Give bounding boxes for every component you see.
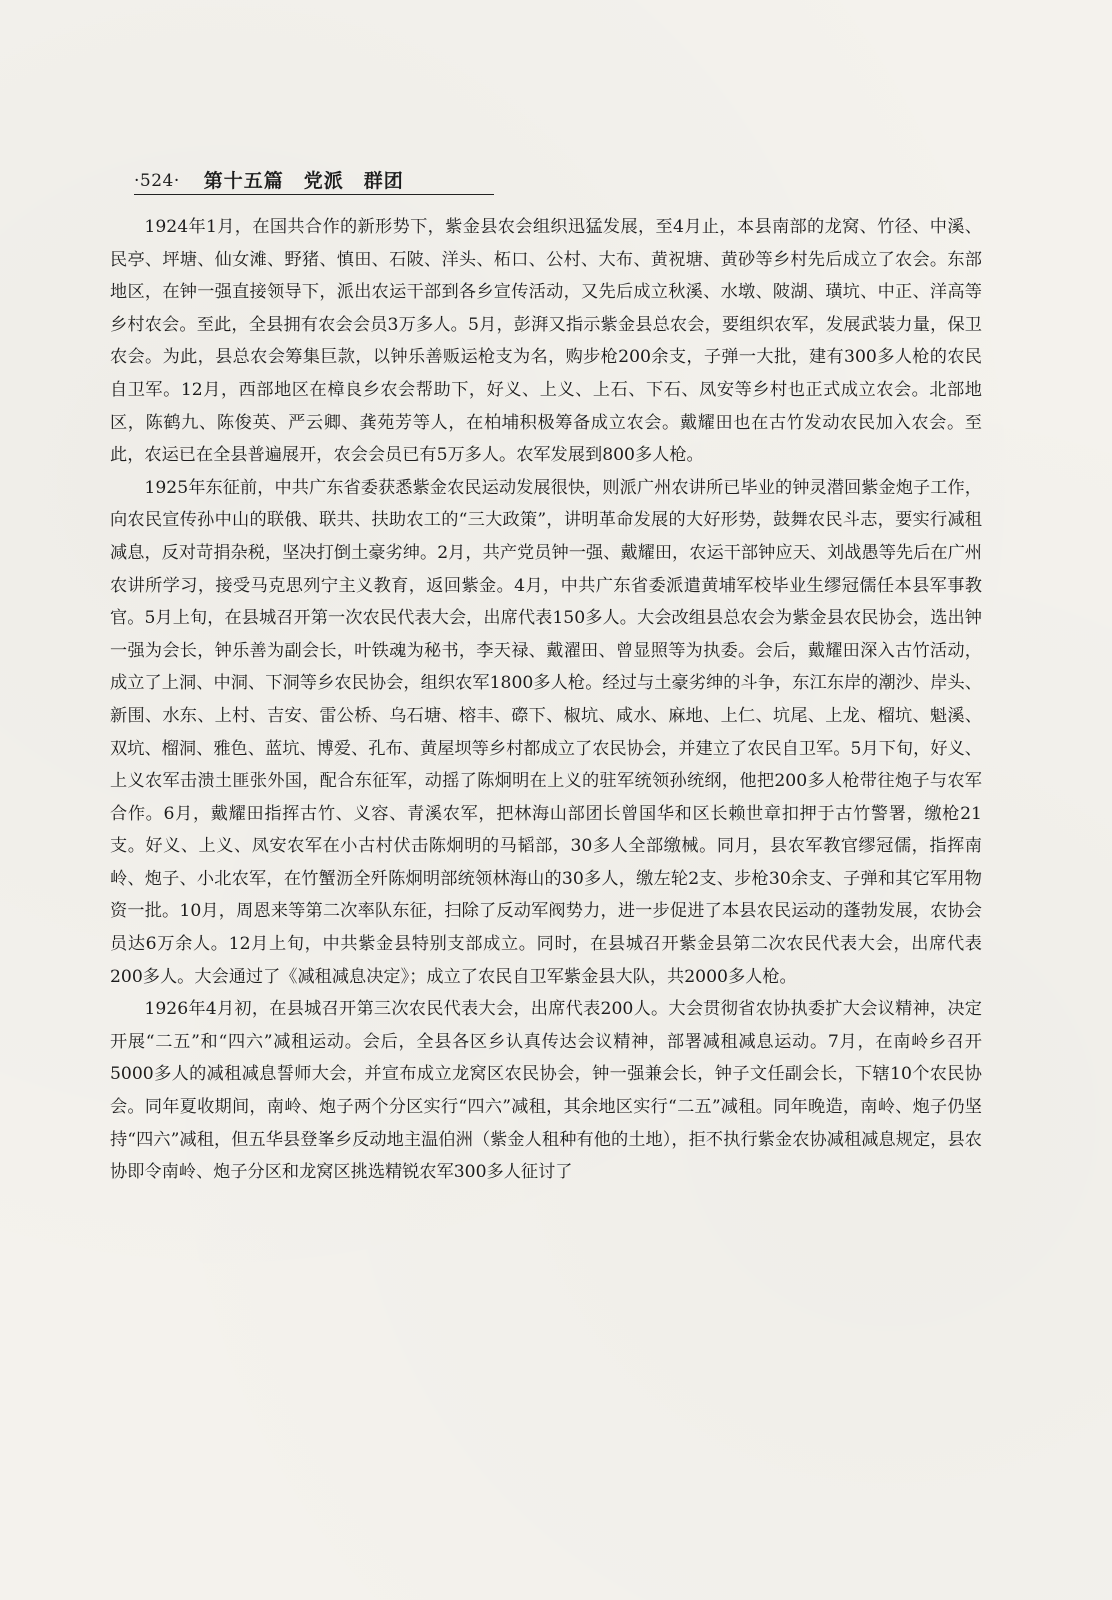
paragraph-1926: 1926年4月初，在县城召开第三次农民代表大会，出席代表200人。大会贯彻省农协执委扩大会议精神，决定开展“二五”和“四六”减租运动。会后，全县各区乡认真传达会议精神，部署减租减息运动。7月，在南岭乡召开5000多人的减租减息誓师大会，并宣布成立龙窝区农民协会，钟一强兼会长，钟子文任副会长，下辖10个农民协会。同年夏收期间，南岭、炮子两个分区实行“四六”减租，其余地区实行“二五”减租。同年晚造，南岭、炮子仍坚持“四六”减租，但五华县登峯乡反动地主温伯洲（紫金人租种有他的土地），拒不执行紫金农协减租减息规定，县农协即令南岭、炮子分区和龙窝区挑选精锐农军300多人征讨了	[110, 999, 982, 1183]
paragraph-1925: 1925年东征前，中共广东省委获悉紫金农民运动发展很快，则派广州农讲所已毕业的钟灵潜回紫金炮子工作，向农民宣传孙中山的联俄、联共、扶助农工的“三大政策”，讲明革命发展的大好形势，鼓舞农民斗志，要实行减租减息，反对苛捐杂税，坚决打倒土豪劣绅。2月，共产党员钟一强、戴耀田，农运干部钟应天、刘战愚等先后在广州农讲所学习，接受马克思列宁主义教育，返回紫金。4月，中共广东省委派遣黄埔军校毕业生缪冠儒任本县军事教官。5月上旬，在县城召开第一次农民代表大会，出席代表150多人。大会改组县总农会为紫金县农民协会，选出钟一强为会长，钟乐善为副会长，叶铁魂为秘书，李天禄、戴濯田、曾显照等为执委。会后，戴耀田深入古竹活动，成立了上洞、中洞、下洞等乡农民协会，组织农军1800多人枪。经过与土豪劣绅的斗争，东江东岸的潮沙、岸头、新围、水东、上村、吉安、雷公桥、乌石塘、榕丰、磜下、椒坑、咸水、麻地、上仁、坑尾、上龙、榴坑、魁溪、双坑、榴洞、雅色、蓝坑、博爱、孔布、黄屋坝等乡村都成立了农民协会，并建立了农民自卫军。5月下旬，好义、上义农军击溃土匪张外国，配合东征军，动摇了陈炯明在上义的驻军统领孙统纲，他把200多人枪带往炮子与农军合作。6月，戴耀田指挥古竹、义容、青溪农军，把林海山部团长曾国华和区长赖世章扣押于古竹警署，缴枪21支。好义、上义、凤安农军在小古村伏击陈炯明的马韬部，30多人全部缴械。同月，县农军教官缪冠儒，指挥南岭、炮子、小北农军，在竹蟹沥全歼陈炯明部统领林海山的30多人，缴左轮2支、步枪30余支、子弹和其它军用物资一批。10月，周恩来等第二次率队东征，扫除了反动军阀势力，进一步促进了本县农民运动的蓬勃发展，农协会员达6万余人。12月上旬，中共紫金县特别支部成立。同时，在县城召开紫金县第二次农民代表大会，出席代表200多人。大会通过了《减租减息决定》；成立了农民自卫军紫金县大队，共2000多人枪。	[110, 477, 982, 987]
body-text	[110, 211, 982, 1189]
header-rule	[134, 194, 494, 195]
paragraph-1924: 1924年1月，在国共合作的新形势下，紫金县农会组织迅猛发展，至4月止，本县南部的龙窝、竹径、中溪、民亭、坪塘、仙女滩、野猪、慎田、石陂、洋头、柘口、公村、大布、黄祝塘、黄砂等乡村先后成立了农会。东部地区，在钟一强直接领导下，派出农运干部到各乡宣传活动，又先后成立秋溪、水墩、陂湖、璜坑、中正、洋高等乡村农会。至此，全县拥有农会会员3万多人。5月，彭湃又指示紫金县总农会，要组织农军，发展武装力量，保卫农会。为此，县总农会筹集巨款，以钟乐善贩运枪支为名，购步枪200余支，子弹一大批，建有300多人枪的农民自卫军。12月，西部地区在樟良乡农会帮助下，好义、上义、上石、下石、凤安等乡村也正式成立农会。北部地区，陈鹤九、陈俊英、严云卿、龚苑芳等人，在柏埔积极筹备成立农会。戴耀田也在古竹发动农民加入农会。至此，农运已在全县普遍展开，农会会员已有5万多人。农军发展到800多人枪。	[110, 217, 982, 466]
running-header	[134, 160, 494, 194]
page-number: ·524·	[134, 171, 180, 191]
part-title: 第十五篇 党派 群团	[203, 170, 404, 192]
